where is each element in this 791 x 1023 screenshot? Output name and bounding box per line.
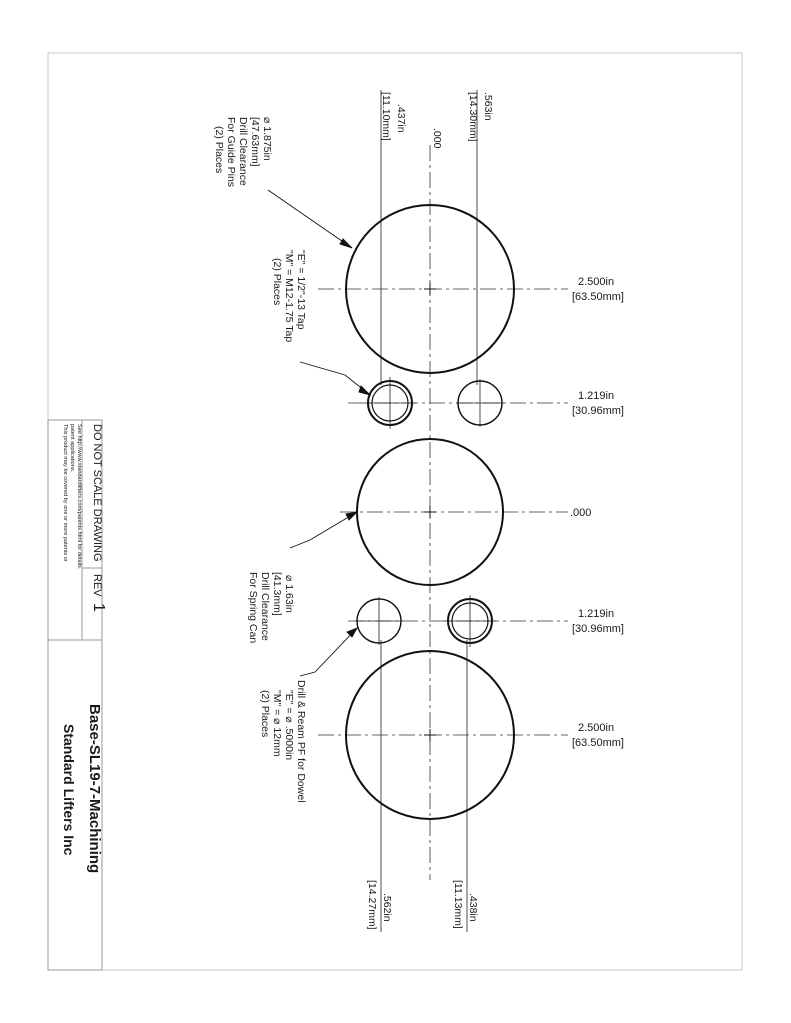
title-block-patent-line-2: patent applications. (69, 424, 75, 473)
dimension-origin-right: .000 (570, 507, 592, 519)
callout-dowel-line-3: "M" = ⌀ 12mm (271, 690, 283, 757)
dimension-top-563-mm: [14.30mm] (467, 92, 479, 142)
title-block (48, 420, 107, 970)
title-block-do-not-scale: DO NOT SCALE DRAWING (91, 424, 103, 562)
callout-guide-pins-mm: [47.63mm] (249, 117, 261, 167)
callout-spring-can-diameter: ⌀ 1.63in (283, 575, 295, 613)
callout-dowel (259, 680, 307, 803)
callout-tap-line-2: "M" = M12-1.75 Tap (283, 250, 295, 343)
title-block-rev-label: REV (91, 574, 103, 597)
callout-guide-pins (213, 117, 273, 187)
dimension-tap-top-inch: 1.219in (578, 390, 615, 402)
callout-guide-pins-line-2: For Guide Pins (225, 117, 237, 188)
dimension-tap-top-mm: [30.96mm] (572, 405, 624, 417)
dimension-guide-pin-bottom-mm: [63.50mm] (572, 737, 624, 749)
dimension-top-437-mm: [11.10mm] (380, 92, 392, 141)
dimension-tap-bottom-inch: 1.219in (578, 608, 615, 620)
dimension-top-437-inch: .437in (395, 104, 407, 133)
dowel-hole-top (456, 379, 504, 427)
callout-tap-line-3: (2) Places (271, 258, 283, 306)
vertical-extension-lines (381, 90, 477, 932)
sheet-border (48, 53, 742, 970)
callout-guide-pins-line-1: Drill Clearance (237, 117, 249, 186)
dimension-guide-pin-bottom-inch: 2.500in (578, 722, 615, 734)
callout-tap (271, 250, 307, 342)
title-block-part-name: Base-SL19-7-Machining (86, 704, 103, 874)
dimension-bottom-438-mm: [11.13mm] (452, 880, 464, 929)
title-block-company: Standard Lifters Inc (61, 724, 77, 856)
callout-spring-can-line-2: For Spring Can (247, 572, 259, 644)
callout-guide-pins-line-3: (2) Places (213, 126, 225, 174)
tap-hole-top (364, 377, 416, 429)
dimension-tap-bottom-mm: [30.96mm] (572, 623, 624, 635)
callout-dowel-line-4: (2) Places (259, 690, 271, 738)
dimension-top-563-inch: .563in (482, 92, 494, 121)
dimension-top-origin: .000 (431, 128, 443, 149)
callout-spring-can (247, 572, 295, 643)
callout-spring-can-mm: [41.3mm] (271, 572, 283, 616)
dimension-bottom-562-inch: .562in (381, 893, 393, 922)
dowel-hole-bottom (355, 597, 403, 645)
dimension-bottom-438-inch: .438in (467, 893, 479, 922)
callout-spring-can-line-1: Drill Clearance (259, 572, 271, 641)
callout-tap-line-1: "E" = 1/2"-13 Tap (295, 250, 307, 330)
tap-hole-bottom (444, 595, 496, 647)
dimension-guide-pin-top-inch: 2.500in (578, 276, 615, 288)
title-block-patent-line-3: See http://www.standardlifters.com/patents.html for details. (76, 424, 82, 570)
dimension-guide-pin-top-mm: [63.50mm] (572, 291, 624, 303)
dimension-bottom-562-mm: [14.27mm] (366, 880, 378, 930)
callout-guide-pins-diameter: ⌀ 1.875in (261, 117, 273, 161)
callout-dowel-line-1: Drill & Ream PF for Dowel (295, 680, 307, 803)
dimension-labels-right (570, 276, 624, 749)
callout-dowel-line-2: "E" = ⌀ .5000in (283, 690, 295, 761)
title-block-rev-value: 1 (90, 603, 107, 612)
title-block-patent-line-1: This product may be covered by one or more patents or (62, 424, 68, 562)
dimension-labels-bottom (366, 880, 479, 930)
dimension-labels-top (380, 92, 494, 149)
